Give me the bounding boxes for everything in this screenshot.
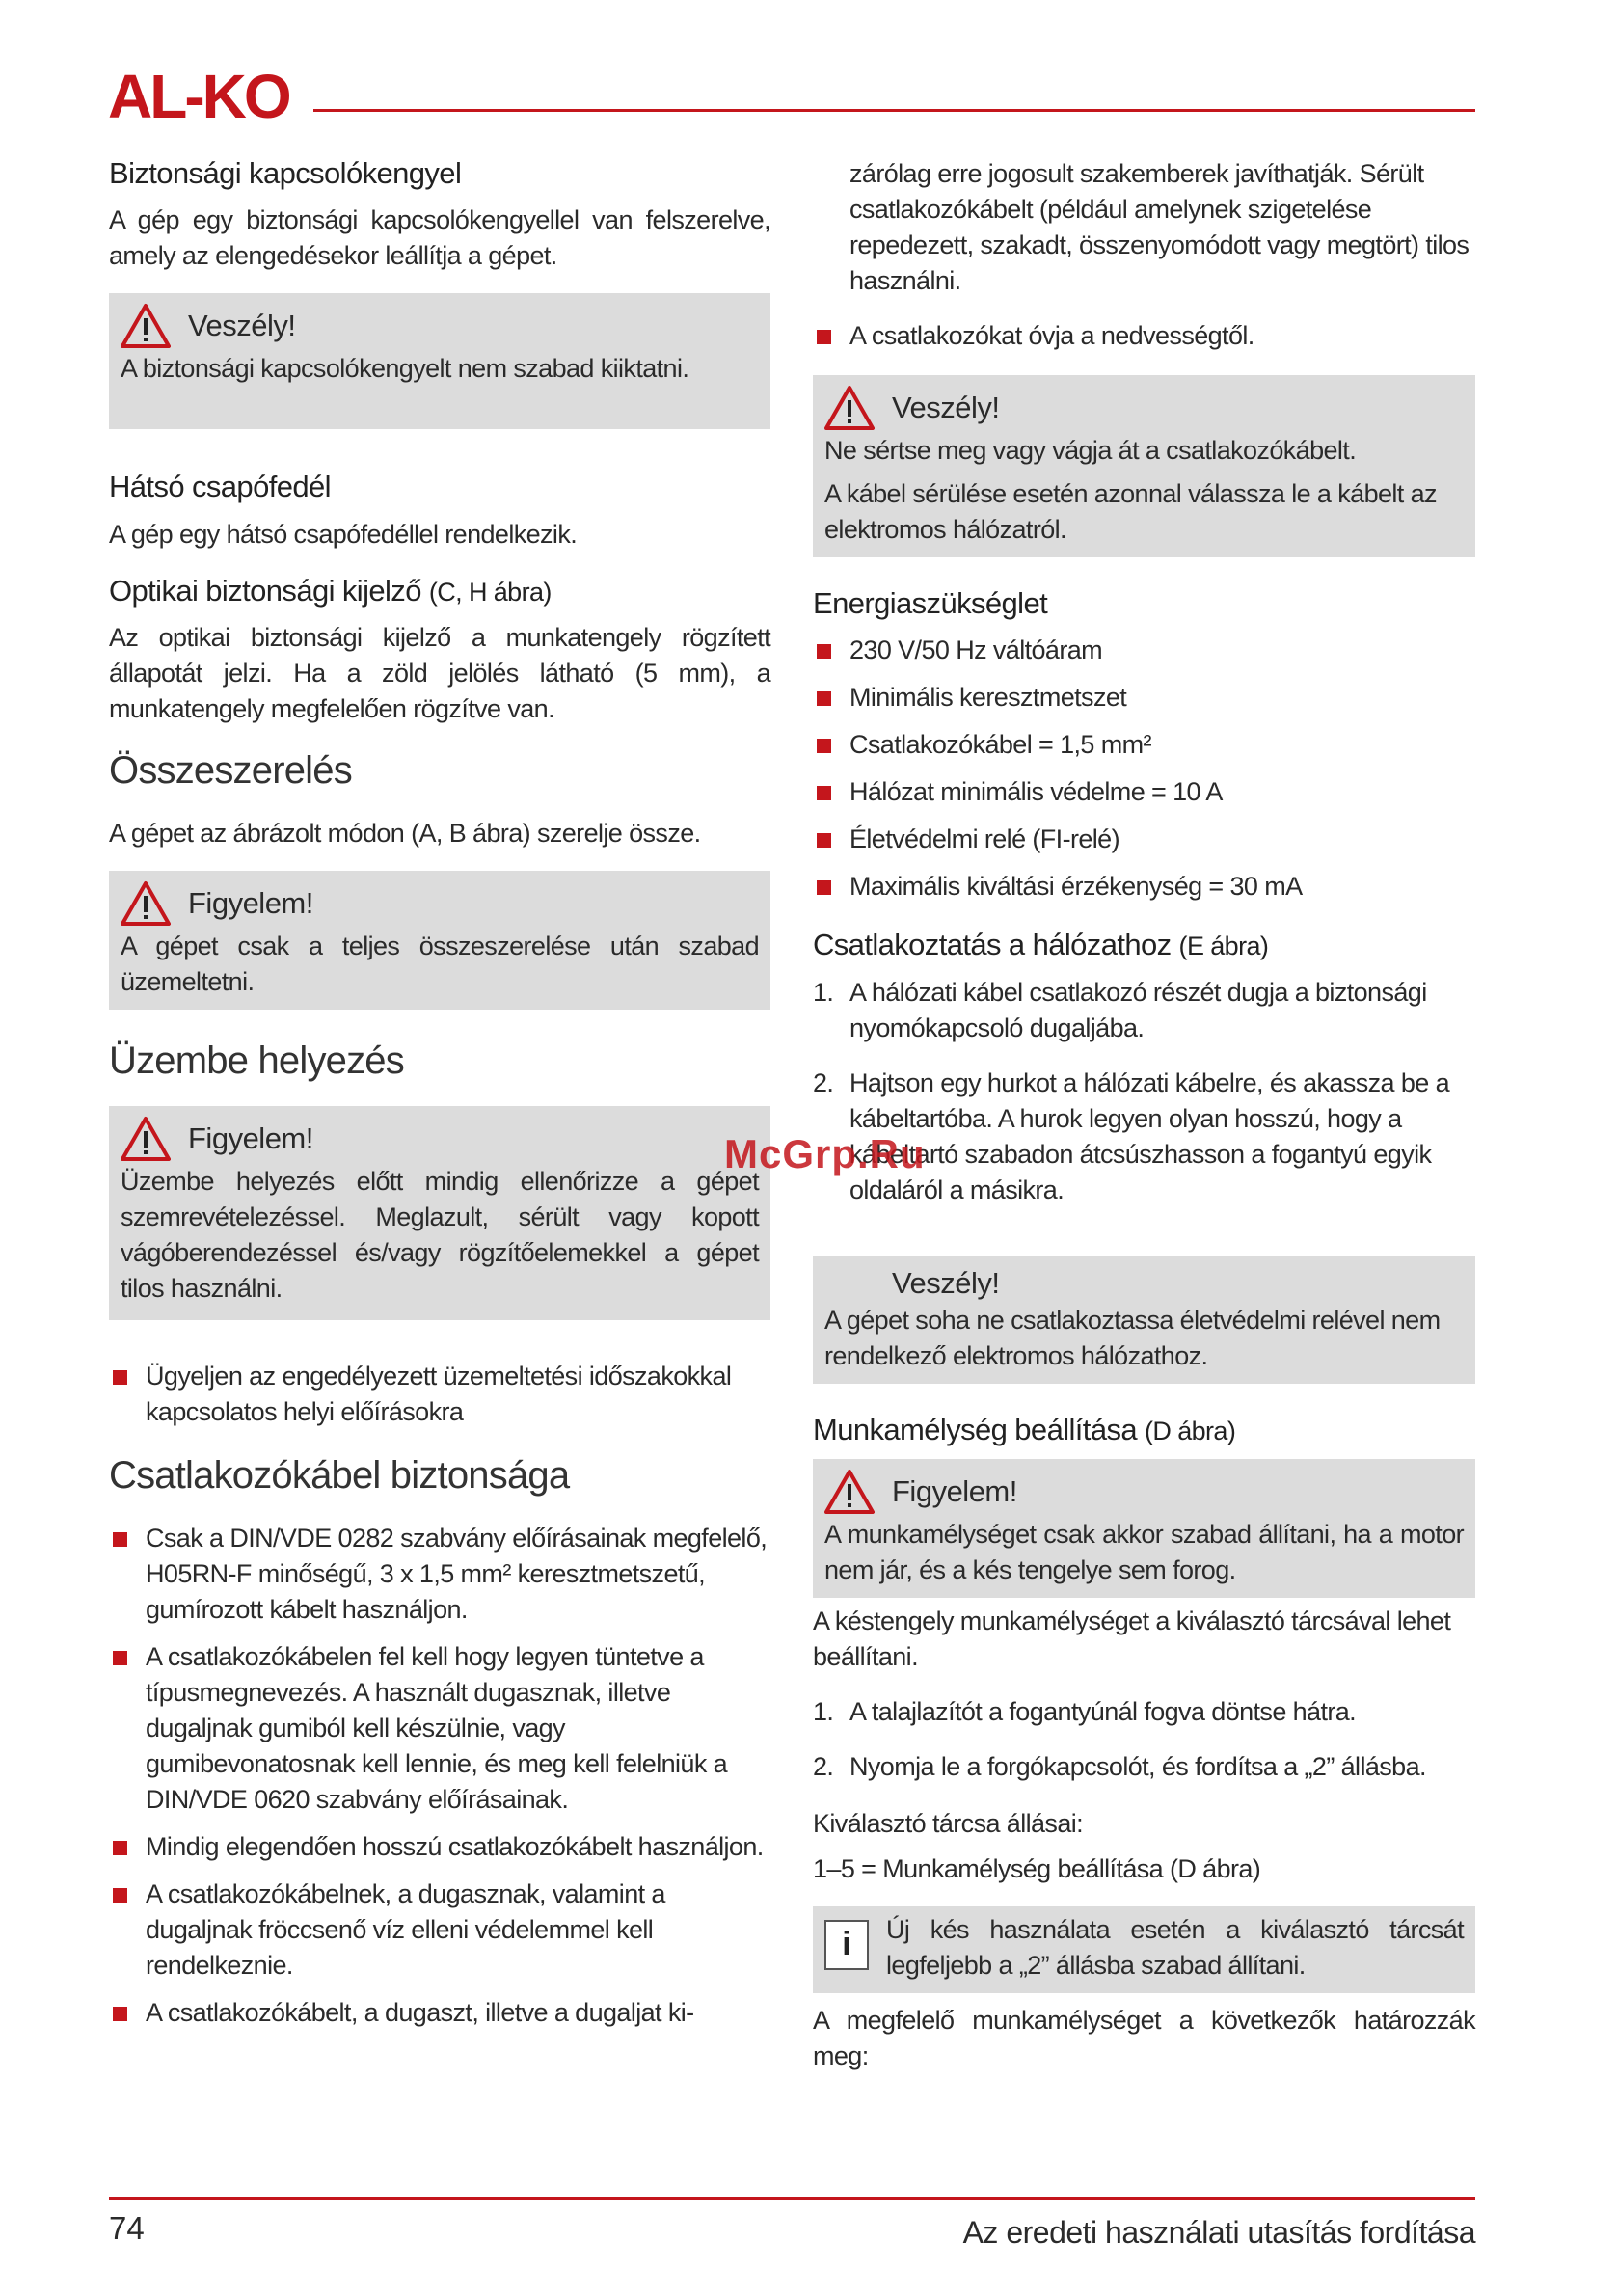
box-text: Új kés használata esetén a kiválasztó tárcsát legfeljebb a „2” állásba szabad állítani. [886,1914,1464,1980]
box-text: A munkamélységet csak akkor szabad állítani, ha a motor nem jár, és a kés tengelye sem forog. [824,1519,1464,1584]
title-text: Csatlakoztatás a hálózathoz [813,928,1172,962]
section-title [109,572,770,610]
step-text: A talajlazítót a fogantyúnál fogva döntse hátra. [849,1696,1357,1726]
caution-box [109,871,770,1010]
chapter-title: Összeszerelés [109,748,352,792]
box-title: Figyelem! [188,1121,313,1155]
list-item: A csatlakozókábelnek, a dugasznak, valamint a dugaljnak fröccsenő víz elleni védelemmel kell rendelkeznie. [109,1877,770,1984]
info-icon: i [824,1920,869,1970]
warning-icon [824,1469,875,1515]
warning-icon [121,303,171,349]
list-item: 230 V/50 Hz váltóáram [813,633,1475,668]
step-text: Nyomja le a forgókapcsolót, és fordítsa a „2” állásba. [849,1751,1426,1781]
list-item [813,975,1475,1046]
paragraph: A késtengely munkamélységet a kiválasztó tárcsával lehet beállítani. [813,1606,1451,1671]
list-item [813,1694,1475,1730]
paragraph: Kiválasztó tárcsa állásai: [813,1808,1084,1838]
figure-ref: (D ábra) [1145,1416,1236,1445]
danger-box [813,375,1475,557]
chapter-title: Üzembe helyezés [109,1039,404,1082]
box-title: Veszély! [892,391,1000,424]
bullet-continuation: zárólag erre jogosult szakemberek javíthatják. Sérült csatlakozókábelt (például amelynek szigetelése repedezett, szakadt, összenyomódott vagy megtört) tilos használni. [849,159,1470,295]
box-title: Figyelem! [188,885,313,920]
paragraph: 1–5 = Munkamélység beállítása (D ábra) [813,1853,1261,1883]
right-column [813,156,1475,2093]
box-text: Üzembe helyezés előtt mindig ellenőrizze a gépet szemrevételezéssel. Meglazult, sérült vagy kopott vágóberendezéssel és/vagy rögzítőelemekkel a gépet tilos használni. [121,1166,759,1303]
page-number: 74 [109,2210,145,2246]
title-text: Munkamélység beállítása [813,1412,1137,1446]
list-item: Hálózat minimális védelme = 10 A [813,774,1475,810]
step-text: A hálózati kábel csatlakozó részét dugja a biztonsági nyomókapcsoló dugaljába. [849,977,1427,1042]
caution-box [813,1459,1475,1598]
watermark: McGrp.Ru [724,1131,926,1176]
box-title: Veszély! [188,309,296,343]
step-number: 2. [813,1067,834,1097]
list-item: A csatlakozókábelen fel kell hogy legyen tüntetve a típusmegnevezés. A használt dugasznak, illetve dugaljnak gumiból kell készülnie, vagy gumibevonatosnak kell lennie, és meg kell felelniük a DIN/VDE 0620 szabvány előírásainak. [109,1639,770,1818]
title-text: Optikai biztonsági kijelző [109,573,421,608]
paragraph: Az optikai biztonsági kijelző a munkatengely rögzített állapotát jelzi. Ha a zöld jelölés látható (5 mm), a munkatengely megfelelően rögzítve van. [109,622,770,723]
chapter-title: Csatlakozókábel biztonsága [109,1453,570,1497]
warning-icon [824,385,875,431]
header-rule [313,109,1475,112]
step-number: 1. [813,1696,834,1726]
step-text: Hajtson egy hurkot a hálózati kábelre, és akassza be a kábeltartóba. A hurok legyen olyan hosszú, hogy a kábeltartó szabadon átcsúszhasson a fogantyú egyik oldaláról a másikra. [849,1067,1449,1204]
box-title: Veszély! [892,1265,1000,1300]
box-text: A gépet csak a teljes összeszerelése után szabad üzemeltetni. [121,931,759,996]
list-item: Mindig elegendően hosszú csatlakozókábelt használjon. [109,1829,770,1865]
figure-ref: (C, H ábra) [428,577,552,607]
section-title: Hátsó csapófedél [109,470,331,504]
box-text: A biztonsági kapcsolókengyelt nem szabad kiiktatni. [121,354,689,384]
danger-box [813,1256,1475,1384]
step-number: 1. [813,977,834,1007]
figure-ref: (E ábra) [1178,932,1269,961]
alko-logo: AL-KO [108,62,289,131]
list-item: A csatlakozókábelt, a dugaszt, illetve a dugaljat ki- [109,1995,770,2031]
list-item: A csatlakozókat óvja a nedvességtől. [813,318,1475,354]
list-item [813,1749,1475,1785]
paragraph: A gépet az ábrázolt módon (A, B ábra) szerelje össze. [109,818,701,848]
paragraph: A megfelelő munkamélységet a következők határozzák meg: [813,2005,1475,2070]
danger-box [109,293,770,429]
section-title [813,926,1475,964]
info-box [813,1906,1475,1993]
section-title: Biztonsági kapcsolókengyel [109,156,462,190]
warning-icon [121,1116,171,1162]
list-item: Csak a DIN/VDE 0282 szabvány előírásainak megfelelő, H05RN-F minőségű, 3 x 1,5 mm² keresztmetszetű, gumírozott kábelt használjon. [109,1521,770,1628]
section-title [813,1411,1475,1449]
footer-title: Az eredeti használati utasítás fordítása [962,2215,1475,2250]
warning-icon [121,880,171,927]
list-item: Maximális kiváltási érzékenység = 30 mA [813,869,1475,905]
box-text: A kábel sérülése esetén azonnal válassza le a kábelt az elektromos hálózatról. [824,479,1437,544]
section-title: Energiaszükséglet [813,586,1048,620]
list-item: Csatlakozókábel = 1,5 mm² [813,727,1475,763]
box-text: Ne sértse meg vagy vágja át a csatlakozókábelt. [824,436,1357,465]
step-number: 2. [813,1751,834,1781]
footer-rule [109,2197,1475,2200]
left-column [109,154,770,2052]
caution-box [109,1106,770,1320]
list-item: Életvédelmi relé (FI-relé) [813,822,1475,857]
box-title: Figyelem! [892,1473,1017,1508]
list-item: Minimális keresztmetszet [813,680,1475,716]
list-item: Ügyeljen az engedélyezett üzemeltetési időszakokkal kapcsolatos helyi előírásokra [109,1359,770,1430]
paragraph: A gép egy biztonsági kapcsolókengyellel van felszerelve, amely az elengedésekor leállítja a gépet. [109,205,770,271]
paragraph: A gép egy hátsó csapófedéllel rendelkezik. [109,519,578,549]
box-text: A gépet soha ne csatlakoztassa életvédelmi relével nem rendelkező elektromos hálózathoz. [824,1305,1441,1370]
